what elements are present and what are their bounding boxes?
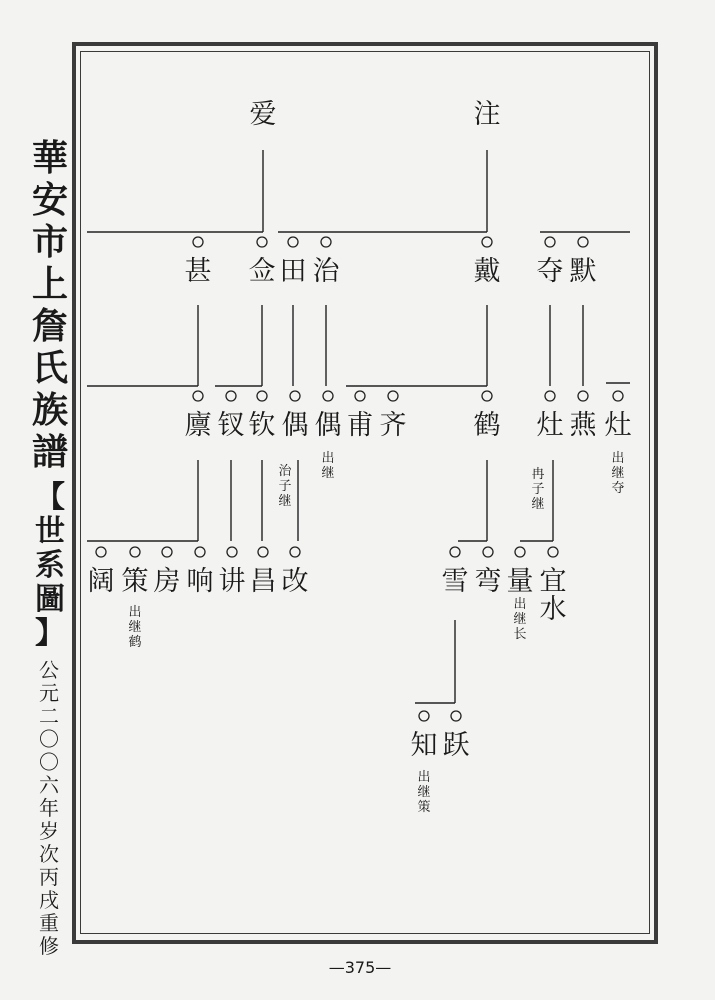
member-name: 燕	[569, 410, 597, 441]
member-name: 钗	[217, 410, 245, 441]
side-date-char: 〇	[39, 727, 59, 751]
member-circle	[96, 547, 106, 557]
member-name: 改	[281, 566, 309, 597]
member-name: 钦	[248, 410, 276, 441]
member-name: 灶	[536, 410, 564, 441]
side-date-char: 元	[39, 681, 59, 705]
side-title-char: 上	[31, 263, 68, 305]
member-name: 鹤	[473, 410, 501, 441]
member-circle	[578, 237, 588, 247]
side-date-char: 〇	[39, 750, 59, 774]
note-zhi-zi-ji: 治子继	[278, 464, 292, 509]
member-circle	[482, 391, 492, 401]
note-ran-zi-ji: 冉子继	[531, 467, 545, 512]
note-chu-ji-1: 出继	[321, 451, 335, 481]
member-circle	[227, 547, 237, 557]
side-title-char: 族	[31, 389, 68, 431]
side-section-char: 系	[35, 548, 65, 583]
member-circle	[613, 391, 623, 401]
member-name: 灶	[604, 410, 632, 441]
member-circle	[290, 391, 300, 401]
member-name: 注	[473, 99, 501, 130]
member-name: 爱	[249, 99, 277, 130]
member-circle	[257, 391, 267, 401]
member-name: 偶	[281, 410, 309, 441]
member-name: 戴	[473, 256, 501, 287]
member-circle	[226, 391, 236, 401]
note-chu-ji-he: 出继鹤	[128, 605, 142, 650]
member-circle	[257, 237, 267, 247]
member-circle	[451, 711, 461, 721]
side-date-char: 岁	[39, 819, 59, 843]
member-name: 甚	[184, 256, 212, 287]
member-circle	[321, 237, 331, 247]
member-circle	[419, 711, 429, 721]
member-name: 策	[121, 566, 149, 597]
member-name: 昌	[249, 566, 277, 597]
note-chu-ji-zhang: 出继长	[513, 597, 527, 642]
side-date-char: 丙	[39, 865, 59, 889]
side-date-char: 次	[39, 842, 59, 866]
side-date-char: 公	[39, 658, 59, 682]
member-circle	[355, 391, 365, 401]
side-section-char: 】	[35, 616, 65, 651]
side-date-char: 修	[39, 934, 59, 958]
member-circle	[545, 391, 555, 401]
member-name: 量	[506, 566, 534, 597]
side-title-char: 氏	[31, 347, 68, 389]
side-date-char: 六	[39, 773, 59, 797]
member-circle	[290, 547, 300, 557]
side-section-char: 世	[35, 514, 65, 549]
member-circle	[388, 391, 398, 401]
member-name: 治	[312, 256, 340, 287]
member-name: 响	[186, 566, 214, 597]
member-name: 偶	[314, 410, 342, 441]
note-chu-ji-ce: 出继策	[417, 770, 431, 815]
member-circle	[450, 547, 460, 557]
page-number: —375—	[328, 958, 392, 977]
member-circle	[195, 547, 205, 557]
side-date-char: 戌	[39, 888, 59, 912]
member-name: 雪	[441, 566, 469, 597]
member-name: 齐	[379, 410, 407, 441]
member-name: 佥	[248, 256, 276, 287]
member-name: 默	[569, 256, 597, 287]
side-date-char: 年	[39, 796, 59, 820]
side-title-char: 市	[31, 221, 68, 263]
member-circle	[548, 547, 558, 557]
member-circle	[323, 391, 333, 401]
member-circle	[288, 237, 298, 247]
member-name: 廪	[184, 410, 212, 441]
member-circle	[193, 237, 203, 247]
member-circle	[545, 237, 555, 247]
member-name: 讲	[218, 566, 246, 597]
side-date-char: 二	[39, 704, 59, 728]
member-circle	[515, 547, 525, 557]
member-name: 田	[279, 256, 307, 287]
member-circle	[130, 547, 140, 557]
member-name: 房	[153, 566, 181, 597]
member-name: 弯	[474, 566, 502, 597]
note-chu-ji-duo: 出继夺	[611, 451, 625, 496]
member-name: 跃	[442, 730, 470, 761]
member-names	[88, 99, 632, 761]
member-notes	[128, 450, 624, 815]
member-name: 宜水	[539, 566, 567, 625]
side-title-char: 詹	[31, 305, 68, 347]
side-section-char: 圖	[35, 582, 65, 617]
member-name: 夺	[536, 256, 564, 287]
member-circle	[578, 391, 588, 401]
side-title-char: 安	[31, 179, 68, 221]
side-title-char: 華	[31, 137, 68, 179]
member-name: 阔	[87, 566, 115, 597]
member-name: 知	[410, 730, 438, 761]
member-circle	[483, 547, 493, 557]
side-date-char: 重	[39, 911, 59, 935]
member-name: 甫	[346, 410, 374, 441]
side-title-char: 譜	[31, 431, 68, 473]
side-section-char: 【	[35, 480, 65, 515]
member-circle	[482, 237, 492, 247]
member-circle	[193, 391, 203, 401]
member-circle	[162, 547, 172, 557]
member-circle	[258, 547, 268, 557]
